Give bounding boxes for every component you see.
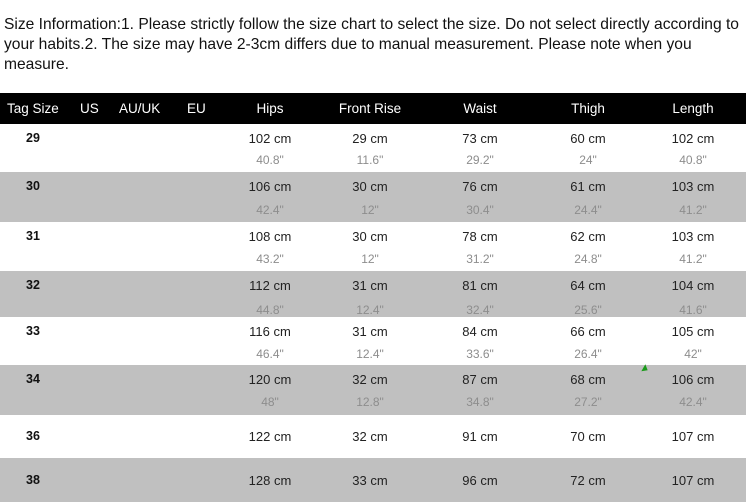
hips-cm-cell: 108 cm xyxy=(248,229,292,244)
hips-cm-cell: 106 cm xyxy=(248,179,292,194)
length-cm-cell: 102 cm xyxy=(671,131,715,146)
rise-inch-cell: 12.4" xyxy=(356,347,384,361)
hips-inch-cell: 43.2" xyxy=(256,252,284,266)
hips-inch-cell: 44.8" xyxy=(256,303,284,317)
thigh-inch-cell: 24.4" xyxy=(574,203,602,217)
tag-size-cell: 31 xyxy=(26,229,40,243)
header-thigh: Thigh xyxy=(571,101,605,116)
length-inch-cell: 41.2" xyxy=(679,252,707,266)
header-length: Length xyxy=(672,101,714,116)
rise-inch-cell: 12.8" xyxy=(356,395,384,409)
header-au-uk: AU/UK xyxy=(119,101,161,116)
waist-inch-cell: 29.2" xyxy=(466,153,494,167)
table-row xyxy=(0,365,746,415)
hips-inch-cell: 48" xyxy=(261,395,279,409)
rise-inch-cell: 12" xyxy=(361,203,379,217)
rise-cm-cell: 32 cm xyxy=(352,429,388,444)
tag-size-cell: 33 xyxy=(26,324,40,338)
table-row xyxy=(0,317,746,365)
thigh-inch-cell: 26.4" xyxy=(574,347,602,361)
thigh-cm-cell: 64 cm xyxy=(570,278,606,293)
waist-inch-cell: 33.6" xyxy=(466,347,494,361)
length-inch-cell: 41.6" xyxy=(679,303,707,317)
rise-cm-cell: 30 cm xyxy=(352,179,388,194)
length-cm-cell: 104 cm xyxy=(671,278,715,293)
thigh-cm-cell: 62 cm xyxy=(570,229,606,244)
length-inch-cell: 42.4" xyxy=(679,395,707,409)
thigh-cm-cell: 60 cm xyxy=(570,131,606,146)
hips-cm-cell: 120 cm xyxy=(248,372,292,387)
rise-cm-cell: 31 cm xyxy=(352,278,388,293)
waist-cm-cell: 78 cm xyxy=(462,229,498,244)
thigh-cm-cell: 61 cm xyxy=(570,179,606,194)
thigh-cm-cell: 68 cm xyxy=(570,372,606,387)
rise-cm-cell: 29 cm xyxy=(352,131,388,146)
thigh-cm-cell: 70 cm xyxy=(570,429,606,444)
rise-cm-cell: 30 cm xyxy=(352,229,388,244)
length-inch-cell: 42" xyxy=(684,347,702,361)
tag-size-cell: 29 xyxy=(26,131,40,145)
length-cm-cell: 103 cm xyxy=(671,229,715,244)
waist-cm-cell: 73 cm xyxy=(462,131,498,146)
thigh-inch-cell: 24" xyxy=(579,153,597,167)
waist-inch-cell: 32.4" xyxy=(466,303,494,317)
size-information-text: Size Information:1. Please strictly follow the size chart to select the size. Do not select directly according to your habits.2. The size may have 2-3cm differs due to manual measurement. Please note when you measure. xyxy=(4,16,739,73)
hips-cm-cell: 112 cm xyxy=(249,278,291,293)
rise-inch-cell: 12.4" xyxy=(356,303,384,317)
table-row xyxy=(0,172,746,222)
length-cm-cell: 107 cm xyxy=(671,429,715,444)
table-header xyxy=(0,93,746,124)
hips-inch-cell: 42.4" xyxy=(256,203,284,217)
header-us: US xyxy=(80,101,99,116)
waist-cm-cell: 81 cm xyxy=(462,278,498,293)
rise-cm-cell: 33 cm xyxy=(352,473,388,488)
waist-inch-cell: 31.2" xyxy=(466,252,494,266)
thigh-inch-cell: 27.2" xyxy=(574,395,602,409)
tag-size-cell: 38 xyxy=(26,473,40,487)
length-cm-cell: 106 cm xyxy=(671,372,715,387)
waist-inch-cell: 34.8" xyxy=(466,395,494,409)
table-row xyxy=(0,458,746,502)
tag-size-cell: 30 xyxy=(26,179,40,193)
tag-size-cell: 32 xyxy=(26,278,40,292)
length-cm-cell: 107 cm xyxy=(671,473,715,488)
table-row xyxy=(0,271,746,317)
length-cm-cell: 105 cm xyxy=(671,324,715,339)
tag-size-cell: 34 xyxy=(26,372,40,386)
waist-cm-cell: 84 cm xyxy=(462,324,498,339)
length-cm-cell: 103 cm xyxy=(671,179,715,194)
hips-cm-cell: 102 cm xyxy=(248,131,292,146)
waist-cm-cell: 87 cm xyxy=(462,372,498,387)
thigh-cm-cell: 72 cm xyxy=(570,473,606,488)
table-row xyxy=(0,222,746,271)
thigh-cm-cell: 66 cm xyxy=(570,324,606,339)
hips-cm-cell: 128 cm xyxy=(248,473,292,488)
table-row xyxy=(0,415,746,458)
table-row xyxy=(0,124,746,172)
rise-cm-cell: 32 cm xyxy=(352,372,388,387)
waist-inch-cell: 30.4" xyxy=(466,203,494,217)
waist-cm-cell: 76 cm xyxy=(462,179,498,194)
tag-size-cell: 36 xyxy=(26,429,40,443)
length-inch-cell: 41.2" xyxy=(679,203,707,217)
rise-inch-cell: 11.6" xyxy=(356,153,384,167)
waist-cm-cell: 96 cm xyxy=(462,473,498,488)
header-hips: Hips xyxy=(256,101,284,116)
header-tag-size: Tag Size xyxy=(7,101,59,116)
header-waist: Waist xyxy=(463,101,497,116)
hips-cm-cell: 122 cm xyxy=(248,429,292,444)
header-front-rise: Front Rise xyxy=(338,101,402,116)
header-eu: EU xyxy=(187,101,206,116)
thigh-inch-cell: 24.8" xyxy=(574,252,602,266)
hips-cm-cell: 116 cm xyxy=(249,324,291,339)
hips-inch-cell: 46.4" xyxy=(256,347,284,361)
rise-cm-cell: 31 cm xyxy=(352,324,388,339)
hips-inch-cell: 40.8" xyxy=(256,153,284,167)
length-inch-cell: 40.8" xyxy=(679,153,707,167)
waist-cm-cell: 91 cm xyxy=(462,429,498,444)
thigh-inch-cell: 25.6" xyxy=(574,303,602,317)
rise-inch-cell: 12" xyxy=(361,252,379,266)
